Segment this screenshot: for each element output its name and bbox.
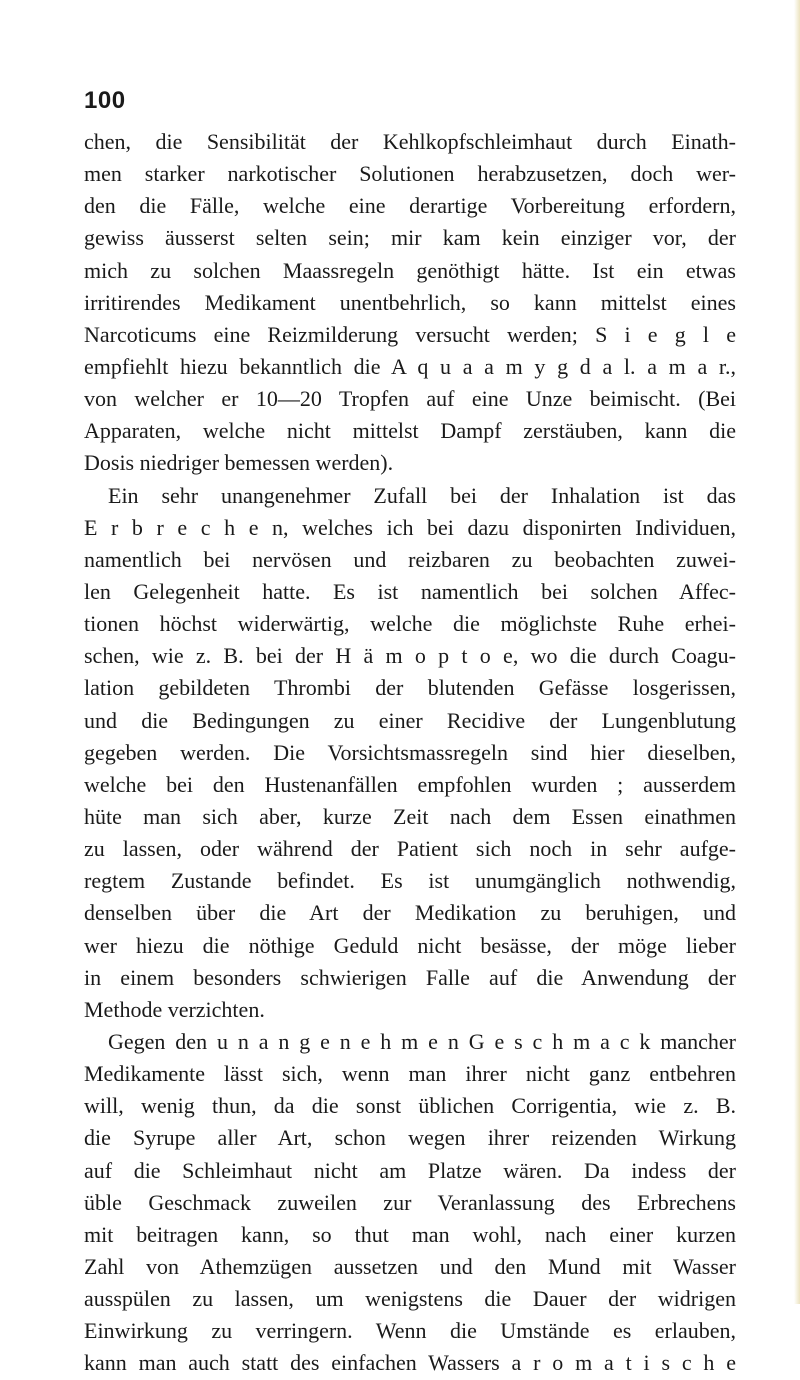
page-number: 100 — [84, 87, 126, 114]
text-line: namentlich bei nervösen und reizbaren zu beobachten zuwei- — [84, 546, 736, 572]
text-line: mit beitragen kann, so thut man wohl, nach einer kurzen — [84, 1221, 736, 1247]
text-line: und die Bedingungen zu einer Recidive der Lungenblutung — [84, 707, 736, 733]
text-line: Zahl von Athemzügen aussetzen und den Mund mit Wasser — [84, 1253, 736, 1279]
text-line: wer hiezu die nöthige Geduld nicht besässe, der möge lieber — [84, 932, 736, 958]
text-line: die Syrupe aller Art, schon wegen ihrer reizenden Wirkung — [84, 1125, 736, 1151]
text-line: Medikamente lässt sich, wenn man ihrer nicht ganz entbehren — [84, 1061, 736, 1087]
text-line: Dosis niedriger bemessen werden). — [84, 450, 394, 476]
text-line: E r b r e c h e n, welches ich bei dazu disponirten Individuen, — [84, 514, 736, 540]
text-line: schen, wie z. B. bei der H ä m o p t o e, wo die durch Coagu- — [84, 643, 736, 669]
text-line: len Gelegenheit hatte. Es ist namentlich bei solchen Affec- — [84, 578, 736, 604]
page-edge-shadow — [794, 0, 800, 1304]
text-line: hüte man sich aber, kurze Zeit nach dem Essen einathmen — [84, 803, 736, 829]
text-line: Einwirkung zu verringern. Wenn die Umstände es erlauben, — [84, 1318, 736, 1344]
text-line: welche bei den Hustenanfällen empfohlen wurden ; ausserdem — [84, 771, 736, 797]
text-line: den die Fälle, welche eine derartige Vorbereitung erfordern, — [84, 193, 736, 219]
text-line: gegeben werden. Die Vorsichtsmassregeln sind hier dieselben, — [84, 739, 736, 765]
text-line: chen, die Sensibilität der Kehlkopfschleimhaut durch Einath- — [84, 129, 736, 154]
text-line: ausspülen zu lassen, um wenigstens die Dauer der widrigen — [84, 1286, 736, 1312]
text-line: zu lassen, oder während der Patient sich noch in sehr aufge- — [84, 836, 736, 862]
text-line: denselben über die Art der Medikation zu beruhigen, und — [84, 900, 736, 926]
text-line: men starker narkotischer Solutionen herabzusetzen, doch wer- — [84, 161, 736, 187]
text-line: üble Geschmack zuweilen zur Veranlassung des Erbrechens — [84, 1189, 736, 1215]
text-line: tionen höchst widerwärtig, welche die möglichste Ruhe erhei- — [84, 611, 736, 637]
text-line: Gegen den u n a n g e n e h m e n G e s c h m a c k mancher — [108, 1028, 736, 1054]
text-line: Apparaten, welche nicht mittelst Dampf zerstäuben, kann die — [84, 418, 736, 444]
text-line: auf die Schleimhaut nicht am Platze wären. Da indess der — [84, 1157, 736, 1183]
text-line: irritirendes Medikament unentbehrlich, so kann mittelst eines — [84, 289, 736, 315]
text-line: lation gebildeten Thrombi der blutenden Gefässe losgerissen, — [84, 675, 736, 701]
text-line: in einem besonders schwierigen Falle auf die Anwendung der — [84, 964, 736, 990]
text-line: mich zu solchen Maassregeln genöthigt hätte. Ist ein etwas — [84, 257, 736, 283]
text-line: regtem Zustande befindet. Es ist unumgänglich nothwendig, — [84, 868, 736, 894]
text-line: von welcher er 10—20 Tropfen auf eine Unze beimischt. (Bei — [84, 386, 736, 412]
text-line: kann man auch statt des einfachen Wassers a r o m a t i s c h e — [84, 1350, 736, 1376]
text-line: will, wenig thun, da die sonst üblichen Corrigentia, wie z. B. — [84, 1093, 736, 1119]
text-line: Narcoticums eine Reizmilderung versucht werden; S i e g l e — [84, 321, 736, 347]
text-line: Methode verzichten. — [84, 996, 265, 1022]
body-text — [84, 126, 736, 1379]
text-line: Ein sehr unangenehmer Zufall bei der Inhalation ist das — [108, 482, 736, 508]
text-line: gewiss äusserst selten sein; mir kam kein einziger vor, der — [84, 225, 736, 251]
text-line: empfiehlt hiezu bekanntlich die A q u a a m y g d a l. a m a r., — [84, 353, 736, 379]
